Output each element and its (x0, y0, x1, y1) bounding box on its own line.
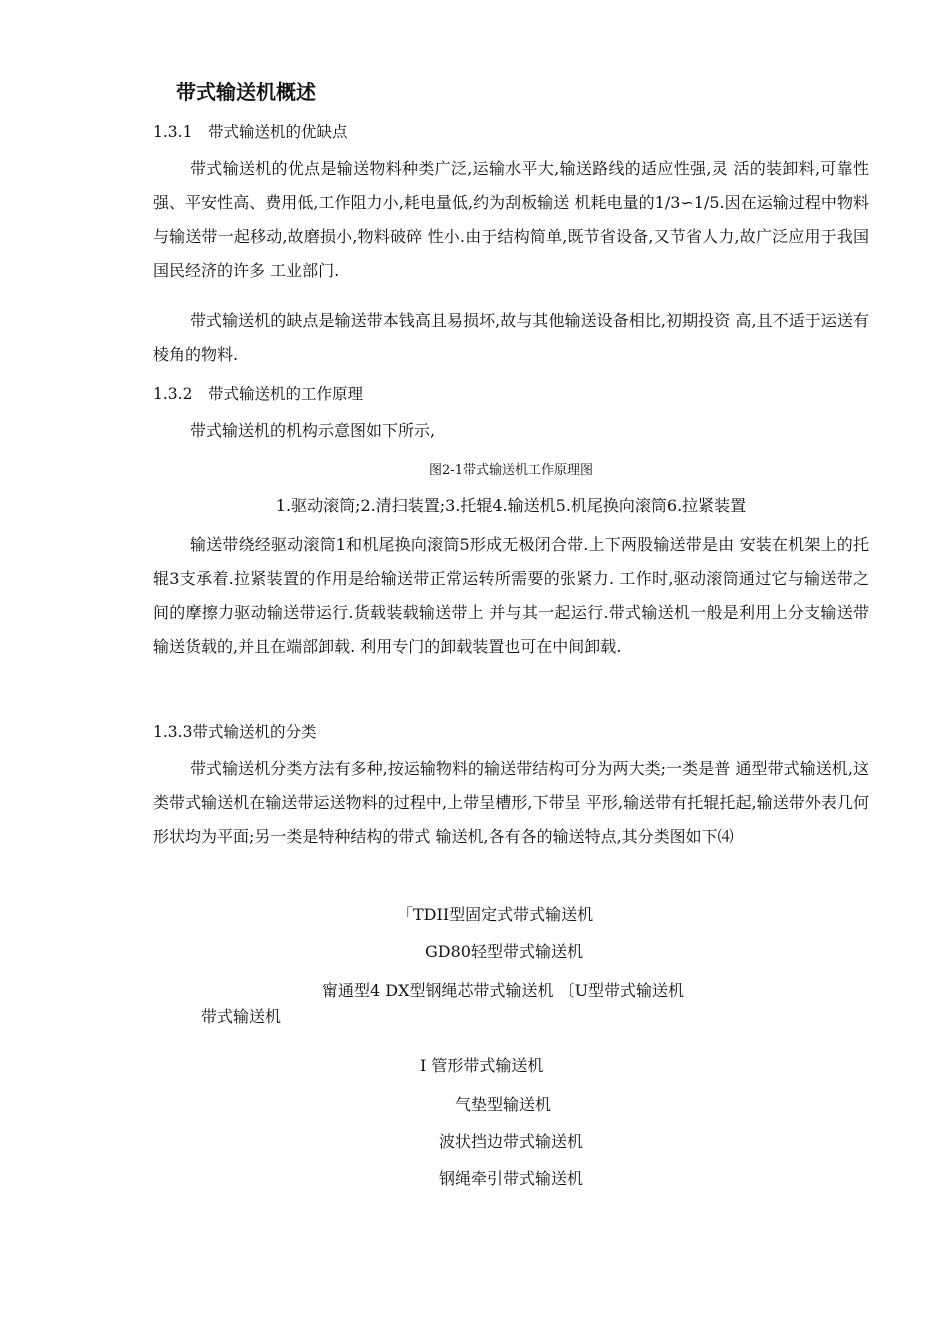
figure-legend: 1.驱动滚筒;2.清扫装置;3.托辊4.输送机5.机尾换向滚筒6.拉紧装置 (275, 496, 747, 515)
paragraph-disadvantages: 带式输送机的缺点是输送带本钱高且易损坏,故与其他输送设备相比,初期投资 高,且不适于运送有棱角的物料. (153, 311, 869, 364)
tree-root: 带式输送机 (201, 1007, 282, 1026)
section-heading-1-3-3: 1.3.3带式输送机的分类 (153, 723, 317, 741)
page-title: 带式输送机概述 (176, 80, 316, 104)
tree-item-cable-traction: 钢绳牵引带式输送机 (439, 1169, 584, 1188)
figure-caption: 图2-1带式输送机工作原理图 (429, 463, 593, 478)
tree-item-gd80: GD80轻型带式输送机 (425, 942, 583, 961)
tree-item-tdii: 「TDII型固定式带式输送机 (397, 905, 594, 924)
tree-item-pipe: I 管形带式输送机 (420, 1056, 544, 1075)
paragraph-schematic-intro: 带式输送机的机构示意图如下所示, (190, 421, 436, 440)
paragraph-advantages: 带式输送机的优点是输送物料种类广泛,运输水平大,输送路线的适应性强,灵 活的装卸料,可靠性强、平安性高、费用低,工作阻力小,耗电量低,约为刮板输送 机耗电量的1/3∽1/5.因在运输过程中物料与输送带一起移动,故磨损小,物料破碎 性小.由于结构简单,既节省设备,又节省人力,故广泛应用于我国国民经济的许多 工业部门. (153, 159, 869, 280)
section-heading-1-3-2: 1.3.2 带式输送机的工作原理 (153, 385, 363, 403)
paragraph-working-principle: 输送带绕经驱动滚筒1和机尾换向滚筒5形成无极闭合带.上下两股输送带是由 安装在机架上的托辊3支承着.拉紧装置的作用是给输送带正常运转所需要的张紧力. 工作时,驱动滚筒通过它与输送带之间的摩擦力驱动输送带运行.货载装载输送带上 并与其一起运行.带式输送机一般是利用上分支输送带输送货载的,并且在端部卸载. 利用专门的卸载装置也可在中间卸载. (153, 535, 869, 656)
tree-item-corrugated-sidewall: 波状挡边带式输送机 (439, 1132, 584, 1151)
tree-item-common-type: 甯通型4 DX型钢绳芯带式输送机 〔U型带式输送机 (322, 981, 685, 1000)
paragraph-classification: 带式输送机分类方法有多种,按运输物料的输送带结构可分为两大类;一类是普 通型带式输送机,这类带式输送机在输送带运送物料的过程中,上带呈槽形,下带呈 平形,输送带有托辊托起,输送带外表几何形状均为平面;另一类是特种结构的带式 输送机,各有各的输送特点,其分类图如下⑷ (153, 759, 869, 846)
section-heading-1-3-1: 1.3.1 带式输送机的优缺点 (153, 123, 348, 141)
tree-item-air-cushion: 气垫型输送机 (455, 1095, 552, 1114)
